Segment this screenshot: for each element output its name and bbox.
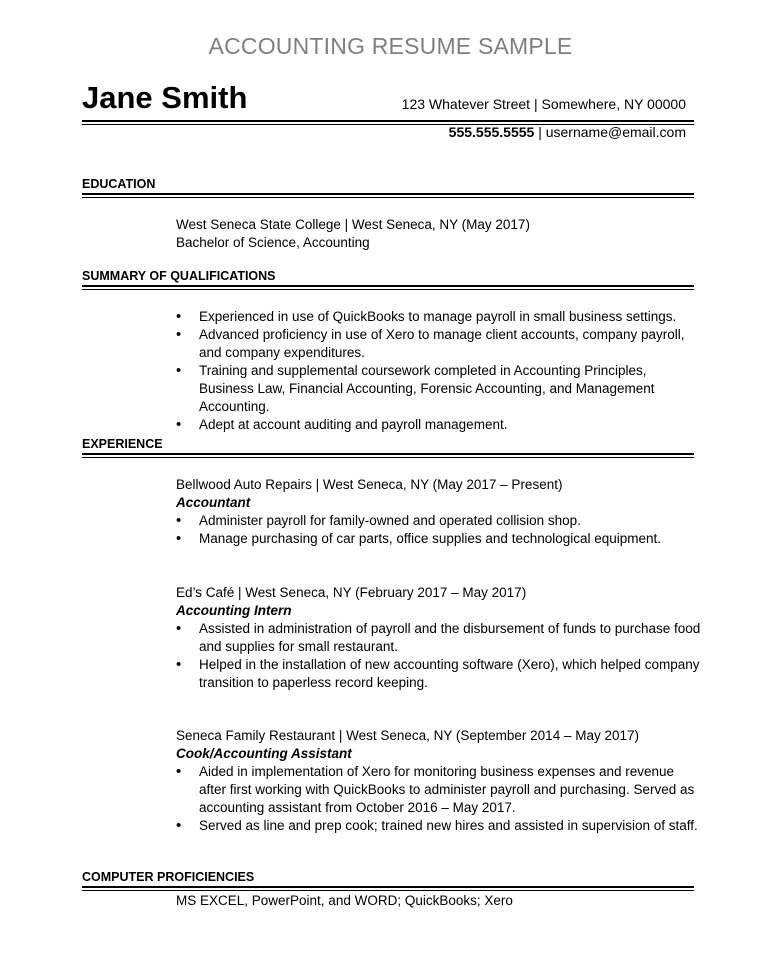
- experience-rule: [82, 453, 694, 458]
- list-item: • Experienced in use of QuickBooks to manage payroll in small business settings.: [176, 308, 701, 326]
- education-school: West Seneca State College | West Seneca, NY (May 2017): [176, 217, 530, 232]
- education-rule: [82, 193, 694, 198]
- education-degree: Bachelor of Science, Accounting: [176, 235, 370, 250]
- computer-skills: MS EXCEL, PowerPoint, and WORD; QuickBooks; Xero: [176, 893, 513, 908]
- list-item: • Assisted in administration of payroll and the disbursement of funds to purchase food and supplies for small restaurant.: [176, 620, 701, 656]
- list-item: • Manage purchasing of car parts, office supplies and technological equipment.: [176, 530, 701, 548]
- experience-heading: EXPERIENCE: [82, 437, 163, 451]
- job-employer: Ed’s Café | West Seneca, NY (February 2017 – May 2017): [176, 585, 527, 600]
- phone: 555.555.5555: [448, 124, 535, 140]
- list-item: • Helped in the installation of new accounting software (Xero), which helped company transition to paperless record keeping.: [176, 656, 701, 692]
- job-employer: Bellwood Auto Repairs | West Seneca, NY (May 2017 – Present): [176, 477, 563, 492]
- summary-heading: SUMMARY OF QUALIFICATIONS: [82, 269, 276, 283]
- job-title: Cook/Accounting Assistant: [176, 746, 352, 761]
- job-title: Accountant: [176, 495, 251, 510]
- email: | username@email.com: [534, 124, 686, 140]
- job-bullets: [176, 620, 701, 692]
- computer-rule: [82, 886, 694, 891]
- education-heading: EDUCATION: [82, 177, 156, 191]
- address: 123 Whatever Street | Somewhere, NY 00000: [401, 96, 686, 112]
- summary-list: [176, 308, 701, 434]
- job-bullets: [176, 763, 701, 835]
- list-item: • Served as line and prep cook; trained new hires and assisted in supervision of staff.: [176, 817, 701, 835]
- summary-rule: [82, 285, 694, 290]
- list-item: • Adept at account auditing and payroll management.: [176, 416, 701, 434]
- contact-line: [449, 124, 686, 140]
- list-item: • Advanced proficiency in use of Xero to manage client accounts, company payroll, and company expenditures.: [176, 326, 701, 362]
- page-banner: ACCOUNTING RESUME SAMPLE: [208, 33, 573, 59]
- list-item: • Aided in implementation of Xero for monitoring business expenses and revenue after first working with QuickBooks to administer payroll and purchasing. Served as accounting assistant from October 2016 – May 2017.: [176, 763, 701, 817]
- list-item: • Training and supplemental coursework completed in Accounting Principles, Business Law, Financial Accounting, Forensic Accounting, and Management Accounting.: [176, 362, 701, 416]
- job-title: Accounting Intern: [176, 603, 292, 618]
- job-employer: Seneca Family Restaurant | West Seneca, NY (September 2014 – May 2017): [176, 728, 639, 743]
- computer-heading: COMPUTER PROFICIENCIES: [82, 870, 255, 884]
- candidate-name: Jane Smith: [82, 80, 248, 115]
- list-item: • Administer payroll for family-owned and operated collision shop.: [176, 512, 701, 530]
- job-bullets: [176, 512, 701, 548]
